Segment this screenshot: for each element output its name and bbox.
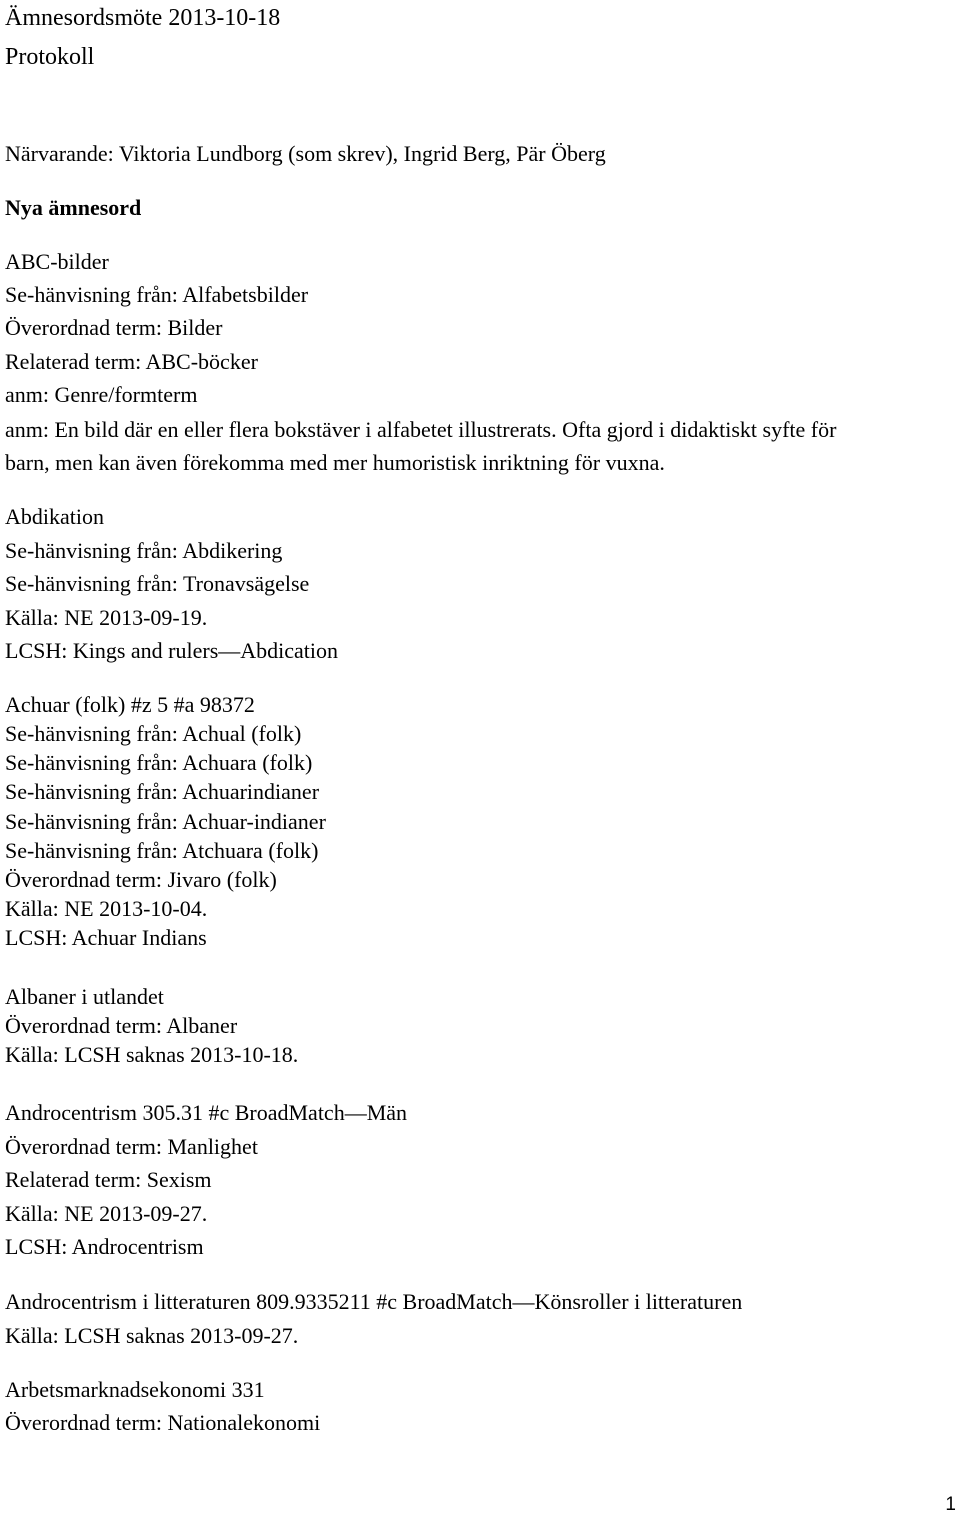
section-heading: Nya ämnesord	[5, 195, 142, 220]
entry-line: Se-hänvisning från: Alfabetsbilder	[5, 282, 309, 307]
entry-term: Abdikation	[5, 504, 104, 529]
entry-line: Relaterad term: ABC-böcker	[5, 349, 258, 374]
document-subtitle: Protokoll	[5, 44, 95, 70]
entry-term: Albaner i utlandet	[5, 984, 164, 1009]
document-title: Ämnesordsmöte 2013-10-18	[5, 5, 281, 31]
entry-line: Se-hänvisning från: Atchuara (folk)	[5, 838, 319, 863]
entry-line: Se-hänvisning från: Achuara (folk)	[5, 750, 313, 775]
entry-term: Androcentrism i litteraturen 809.9335211 #c BroadMatch—Könsroller i litteraturen	[5, 1289, 743, 1314]
entry-line: Överordnad term: Albaner	[5, 1013, 238, 1038]
entry-line: Se-hänvisning från: Tronavsägelse	[5, 571, 310, 596]
entry-line: Överordnad term: Manlighet	[5, 1134, 258, 1159]
entry-line: Se-hänvisning från: Achual (folk)	[5, 721, 302, 746]
entry-line: Relaterad term: Sexism	[5, 1167, 212, 1192]
entry-line: LCSH: Achuar Indians	[5, 925, 207, 950]
attendees-line: Närvarande: Viktoria Lundborg (som skrev), Ingrid Berg, Pär Öberg	[5, 141, 606, 166]
entry-line: barn, men kan även förekomma med mer humoristisk inriktning för vuxna.	[5, 450, 665, 475]
entry-line: Källa: LCSH saknas 2013-09-27.	[5, 1323, 299, 1348]
entry-line: LCSH: Kings and rulers—Abdication	[5, 638, 339, 663]
entry-line: Överordnad term: Jivaro (folk)	[5, 867, 277, 892]
page-number: 1	[945, 1494, 956, 1515]
entry-term: Arbetsmarknadsekonomi 331	[5, 1377, 265, 1402]
entry-line: Överordnad term: Bilder	[5, 315, 223, 340]
entry-line: Se-hänvisning från: Achuar-indianer	[5, 809, 326, 834]
entry-line: Se-hänvisning från: Achuarindianer	[5, 779, 320, 804]
entry-term: Androcentrism 305.31 #c BroadMatch—Män	[5, 1100, 408, 1125]
entry-line: Se-hänvisning från: Abdikering	[5, 538, 283, 563]
entry-term: Achuar (folk) #z 5 #a 98372	[5, 692, 255, 717]
entry-line: Källa: NE 2013-09-27.	[5, 1201, 208, 1226]
entry-line: Källa: LCSH saknas 2013-10-18.	[5, 1042, 299, 1067]
entry-line: Överordnad term: Nationalekonomi	[5, 1410, 321, 1435]
entry-line: Källa: NE 2013-10-04.	[5, 896, 208, 921]
entry-line: anm: En bild där en eller flera bokstäver i alfabetet illustrerats. Ofta gjord i didaktiskt syfte för	[5, 417, 837, 442]
entry-line: LCSH: Androcentrism	[5, 1234, 204, 1259]
entry-line: Källa: NE 2013-09-19.	[5, 605, 208, 630]
entry-term: ABC-bilder	[5, 249, 109, 274]
entry-line: anm: Genre/formterm	[5, 382, 198, 407]
